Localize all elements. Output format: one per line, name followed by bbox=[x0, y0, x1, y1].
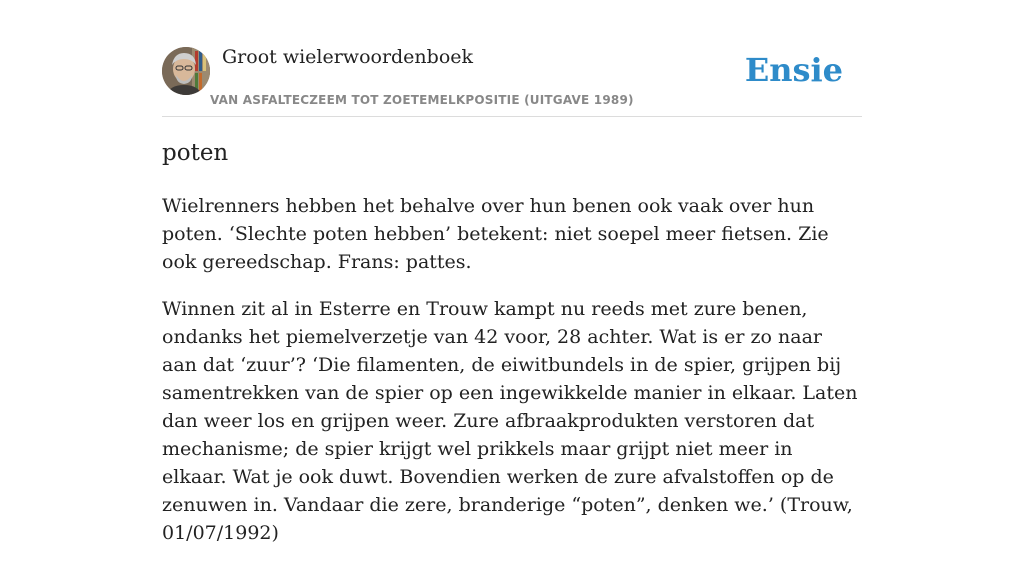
dictionary-subtitle: VAN ASFALTECZEEM TOT ZOETEMELKPOSITIE (UITGAVE 1989) bbox=[210, 93, 634, 107]
dictionary-title[interactable]: Groot wielerwoordenboek bbox=[222, 46, 474, 68]
dictionary-header bbox=[162, 46, 862, 117]
ensie-logo-link[interactable]: Ensie bbox=[744, 51, 843, 89]
definition-paragraph: Wielrenners hebben het behalve over hun benen ook vaak over hun poten. ‘Slechte poten hebben’ betekent: niet soepel meer fietsen. Zie ook gereedschap. Frans: pattes. bbox=[162, 195, 829, 273]
author-avatar[interactable] bbox=[162, 47, 210, 95]
author-portrait-icon bbox=[162, 47, 210, 95]
quote-paragraph: Winnen zit al in Esterre en Trouw kampt nu reeds met zure benen, ondanks het piemelverzetje van 42 voor, 28 achter. Wat is er zo naar aan dat ‘zuur’? ‘Die filamenten, de eiwitbundels in de spier, grijpen bij samentrekken van de spier op een ingewikkelde manier in elkaar. Laten dan weer los en grijpen weer. Zure afbraakprodukten verstoren dat mechanisme; de spier krijgt wel prikkels maar grijpt niet meer in elkaar. Wat je ook duwt. Bovendien werken de zure afvalstoffen op de zenuwen in. Vandaar die zere, branderige “poten”, denken we.’ (Trouw, 01/07/1992) bbox=[162, 298, 858, 544]
entry-term: poten bbox=[162, 140, 229, 166]
entry-body bbox=[162, 192, 862, 566]
